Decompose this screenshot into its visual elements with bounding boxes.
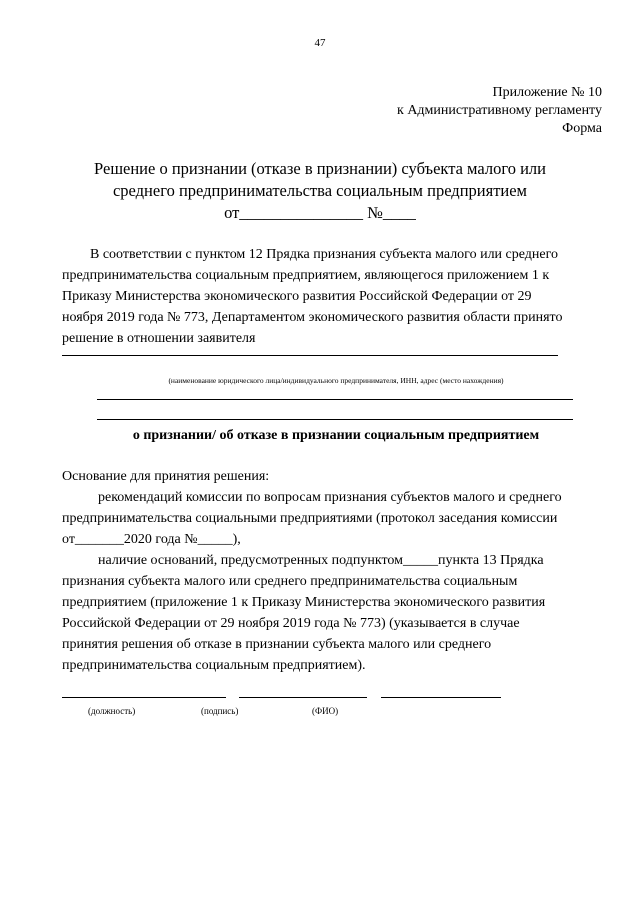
signature-caption: (подпись) [201, 706, 239, 716]
name-caption: (ФИО) [312, 706, 339, 716]
basis-rec-line-3: от_______2020 года №_____), [62, 532, 241, 547]
basis-grounds-line-4: Российской Федерации от 29 ноября 2019 года № 773) (указывается в случае [62, 616, 520, 631]
applicant-line [62, 355, 558, 356]
intro-line-5: решение в отношении заявителя [62, 331, 256, 346]
signature-line [239, 697, 367, 698]
basis-grounds-line-3: предприятием (приложение 1 к Приказу Министерства экономического развития [62, 595, 546, 610]
title-line-2: среднего предпринимательства социальным предприятием [112, 181, 527, 200]
basis-grounds-line-2: признания субъекта малого или среднего предпринимательства социальным [62, 574, 518, 589]
basis-heading: Основание для принятия решения: [62, 469, 270, 484]
applicant-line-3 [97, 419, 573, 420]
title-date-number: от_______________ №____ [224, 203, 416, 222]
basis-grounds-line-1: наличие оснований, предусмотренных подпунктом_____пункта 13 Прядка [98, 553, 544, 568]
appendix-header [397, 84, 602, 138]
basis-section [62, 466, 610, 676]
position-line [62, 697, 226, 698]
appendix-number: Приложение № 10 [492, 85, 602, 100]
intro-line-3: Приказу Министерства экономического развития Российской Федерации от 29 [62, 289, 532, 304]
basis-rec-line-2: предпринимательства социальными предприятиями (протокол заседания комиссии [62, 511, 558, 526]
document-title [60, 158, 580, 224]
appendix-form-label: Форма [562, 121, 602, 136]
name-line [381, 697, 501, 698]
intro-line-4: ноября 2019 года № 773, Департаментом экономического развития области принято [62, 310, 563, 325]
basis-grounds-line-6: предпринимательства социальным предприятием). [62, 658, 366, 673]
title-line-1: Решение о признании (отказе в признании) субъекта малого или [94, 159, 546, 178]
intro-line-1: В соответствии с пунктом 12 Прядка признания субъекта малого или среднего [90, 247, 559, 262]
basis-rec-line-1: рекомендаций комиссии по вопросам признания субъектов малого и среднего [98, 490, 562, 505]
appendix-regulation: к Административному регламенту [397, 103, 602, 118]
applicant-hint: (наименование юридического лица/индивидуального предпринимателя, ИНН, адрес (место нахождения) [168, 376, 504, 385]
intro-line-2: предпринимательства социальным предприятием, являющегося приложением 1 к [62, 268, 550, 283]
page-number: 47 [314, 37, 326, 49]
applicant-line-2 [97, 399, 573, 400]
basis-grounds-line-5: принятия решения об отказе в признании субъекта малого или среднего [62, 637, 492, 652]
decision-text: о признании/ об отказе в признании социальным предприятием [132, 428, 540, 443]
intro-paragraph [62, 244, 610, 349]
position-caption: (должность) [88, 706, 136, 716]
